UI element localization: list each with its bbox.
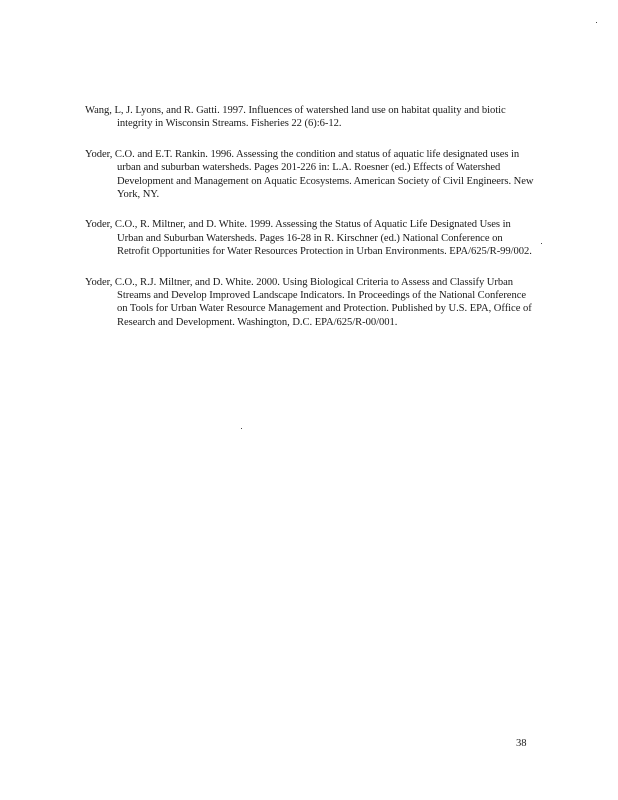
- page-number: 38: [516, 738, 527, 749]
- reference-yoder-rankin-1996: Yoder, C.O. and E.T. Rankin. 1996. Assessing the condition and status of aquatic life designated uses in urban and suburban watersheds. Pages 201-226 in: L.A. Roesner (ed.) Effects of Watershed Development and Management on Aquatic Ecosystems. American Society of Civil Engineers. New York, NY.: [85, 148, 534, 201]
- reference-yoder-2000: Yoder, C.O., R.J. Miltner, and D. White. 2000. Using Biological Criteria to Assess and Classify Urban Streams and Develop Improved Landscape Indicators. In Proceedings of the National Conference on Tools for Urban Water Resource Management and Protection. Published by U.S. EPA, Office of Research and Development. Washington, D.C. EPA/625/R-00/001.: [85, 276, 532, 328]
- reference-wang-1997: Wang, L, J. Lyons, and R. Gatti. 1997. Influences of watershed land use on habitat quality and biotic integrity in Wisconsin Streams. Fisheries 22 (6):6-12.: [85, 105, 506, 130]
- scan-speck: [241, 428, 242, 429]
- scan-speck: [541, 243, 542, 244]
- scan-speck: [596, 22, 597, 23]
- reference-yoder-1999: Yoder, C.O., R. Miltner, and D. White. 1999. Assessing the Status of Aquatic Life Designated Uses in Urban and Suburban Watersheds. Pages 16-28 in R. Kirschner (ed.) National Conference on Retrofit Opportunities for Water Resources Protection in Urban Environments. EPA/625/R-99/002.: [85, 219, 532, 258]
- reference-list: [85, 104, 535, 346]
